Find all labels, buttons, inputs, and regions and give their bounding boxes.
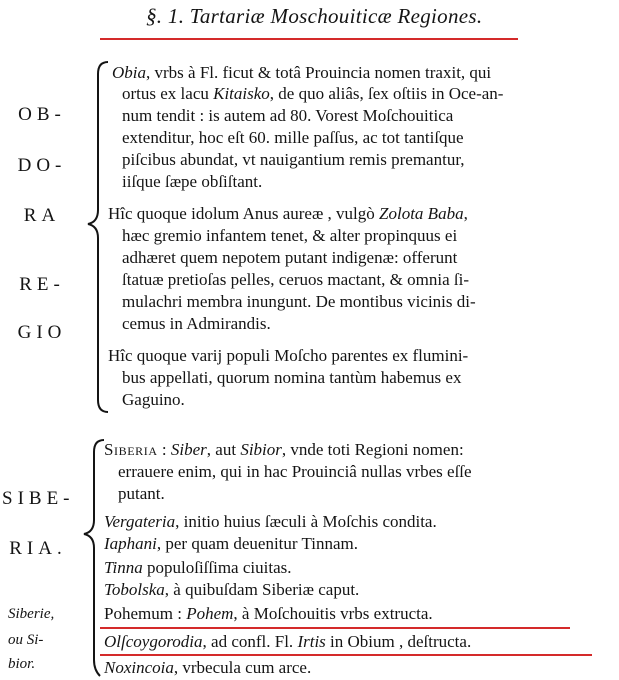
obdora-p3-line-3: Gaguino. [122, 390, 185, 409]
obdora-line-1: Obia, vrbs à Fl. ficut & totâ Prouincia nomen traxit, qui [112, 63, 492, 82]
siberia-line-vergateria: Vergateria, initio huius ſæculi à Moſchis condita. [104, 512, 437, 531]
siberia-line-tobolska: Tobolska, à quibuſdam Siberiæ caput. [104, 580, 360, 599]
obdora-line-5: piſcibus abundat, vt nauigantium remis premantur, [122, 150, 465, 169]
side-note-bior: bior. [8, 656, 36, 672]
term-zolota-baba: Zolota Baba [379, 204, 464, 223]
siberia-line-olscoygorodia: Olſcoygorodia, ad confl. Fl. Irtis in Obium , deſtructa. [104, 632, 472, 651]
obdora-p2-line-2: hæc gremio infantem tenet, & alter propinquus ei [122, 226, 458, 245]
obdora-p2-line-5: mulachri membra inungunt. De montibus vicinis di- [122, 292, 476, 311]
obdora-p2-line-6: cemus in Admirandis. [122, 314, 271, 333]
term-tobolska: Tobolska [104, 580, 165, 599]
side-label-ria: RIA. [9, 538, 67, 559]
term-kitaisko: Kitaisko [213, 84, 270, 103]
term-vergateria: Vergateria [104, 512, 176, 531]
pohemum-red-underline [100, 627, 570, 629]
siberia-line-2: errauere enim, qui in hac Prouinciâ nullas vrbes eſſe [118, 462, 472, 481]
term-tinna: Tinna [104, 558, 143, 577]
side-label-sibe: SIBE- [2, 488, 75, 509]
term-noxincoia: Noxincoia [104, 658, 174, 677]
side-label-ob: OB- [18, 104, 66, 125]
obdora-p2-line-4: ſtatuæ pretioſas pelles, ceruos mactant, & omnia ſi- [122, 270, 469, 289]
term-olscoygorodia: Olſcoygorodia [104, 632, 203, 651]
siberia-line-noxincoia: Noxincoia, vrbecula cum arce. [104, 658, 312, 677]
siberia-line-1: Siberia : Siber, aut Sibior, vnde toti Regioni nomen: [104, 440, 464, 459]
side-label-ra: RA [23, 205, 61, 226]
siberia-line-iaphani: Iaphani, per quam deuenitur Tinnam. [104, 534, 359, 553]
obdora-brace [88, 62, 108, 412]
term-siberia: Siberia [104, 440, 158, 459]
side-note-siberie: Siberie, [8, 606, 55, 622]
obdora-line-3: num tendit : is autem ad 80. Vorest Moſchouitica [122, 106, 454, 125]
siberia-brace [84, 440, 104, 676]
obdora-p2-line-1: Hîc quoque idolum Anus aureæ , vulgò Zolota Baba, [108, 204, 468, 223]
obdora-line-4: extenditur, hoc eſt 60. mille paſſus, ac tot tantiſque [122, 128, 464, 147]
side-note-ou-si: ou Si- [8, 632, 44, 648]
obdora-line-6: iiſque ſæpe obſiſtant. [122, 172, 263, 191]
siberia-line-3: putant. [118, 484, 165, 503]
term-iaphani: Iaphani [104, 534, 157, 553]
page-header-title: §. 1. Tartariæ Moschouiticæ Regiones. [146, 4, 483, 28]
siberia-line-tinna: Tinna populoſiſſima ciuitas. [104, 558, 292, 577]
obdora-line-2: ortus ex lacu Kitaisko, de quo aliâs, ſex oſtiis in Oce-an- [122, 84, 504, 103]
side-label-do: DO- [17, 155, 67, 176]
term-obia: Obia [112, 63, 146, 82]
term-pohemum: Pohemum [104, 604, 173, 623]
obdora-p3-line-1: Hîc quoque varij populi Moſcho parentes ex flumini- [108, 346, 469, 365]
side-label-gio: GIO [17, 322, 67, 343]
side-label-re: RE- [19, 274, 65, 295]
obdora-p3-line-2: bus appellati, quorum nomina tantùm habemus ex [122, 368, 462, 387]
obdora-p2-line-3: adhæret quem nepotem putant indigenæ: offerunt [122, 248, 458, 267]
olscoygorodia-red-underline [100, 654, 592, 656]
siberia-line-pohemum: Pohemum : Pohem, à Moſchouitis vrbs extructa. [104, 604, 433, 623]
